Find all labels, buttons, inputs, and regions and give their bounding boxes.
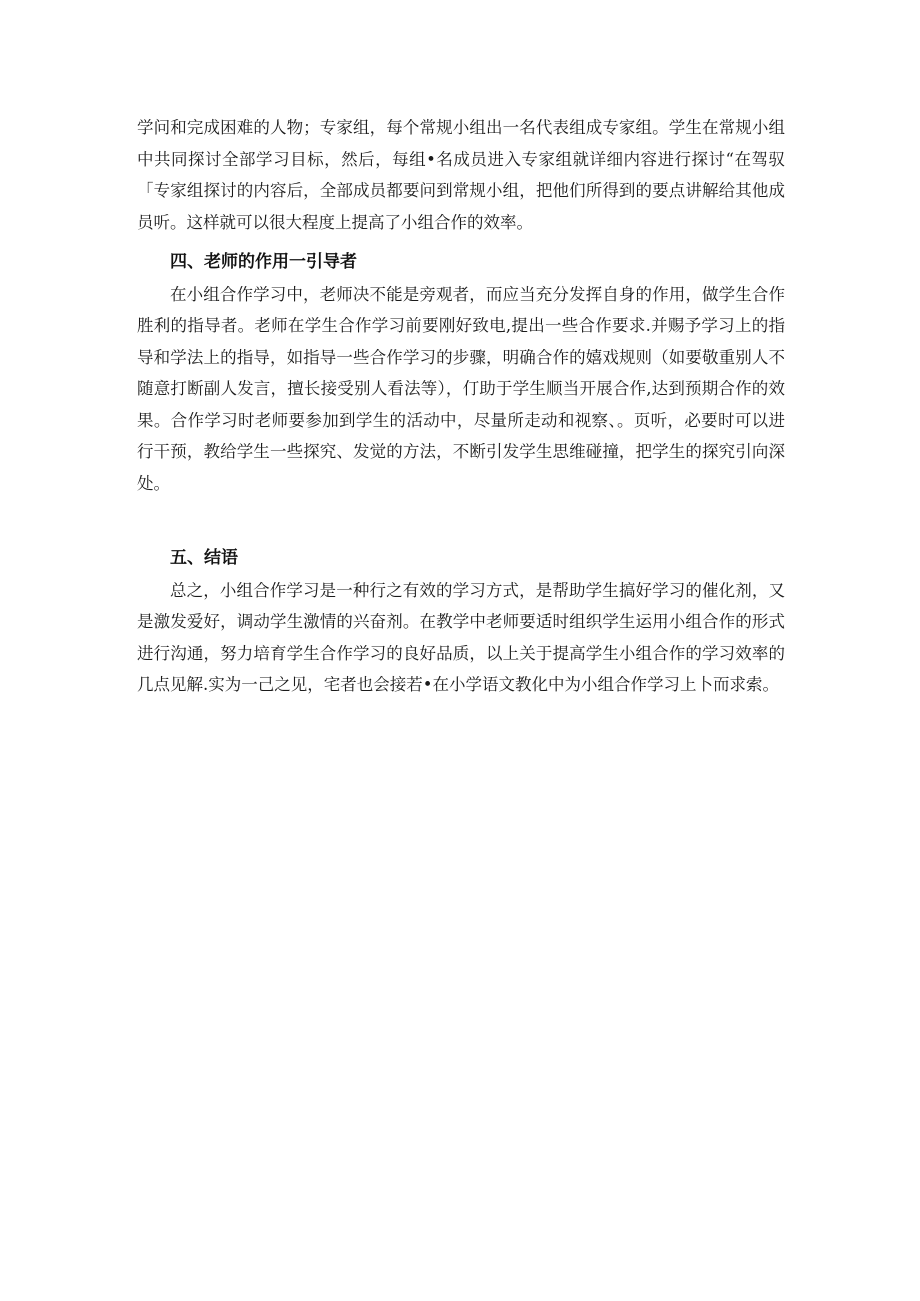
section-heading-teacher-role: 四、老师的作用一引导者 xyxy=(170,252,357,272)
continued-paragraph: 学问和完成困难的人物；专家组，每个常规小组出一名代表组成专家组。学生在常规小组中共同探讨全部学习目标，然后，每组•名成员进入专家组就详细内容进行探讨“在驾驭「专家组探讨的内容后，全部成员都要问到常规小组，把他们所得到的要点讲解给其他成员听。这样就可以很大程度上提高了小组合作的效率。 xyxy=(137,118,785,232)
section-heading-conclusion: 五、结语 xyxy=(170,548,238,568)
section-paragraph-teacher-role: 在小组合作学习中，老师决不能是旁观者，而应当充分发挥自身的作用，做学生合作胜利的指导者。老师在学生合作学习前要刚好致电,提出一些合作要求.并赐予学习上的指导和学法上的指导，如指导一些合作学习的步骤，明确合作的嬉戏规则（如要敬重别人不随意打断副人发言，擅长接受别人看法等），仃助于学生顺当开展合作,达到预期合作的效果。合作学习时老师要参加到学生的活动中，尽量所走动和视察、。页听，必要时可以进行干预，教给学生一些探究、发觉的方法，不断引发学生思维碰撞，把学生的探究引向深处。 xyxy=(137,284,785,493)
document-body xyxy=(137,112,785,701)
section-paragraph-conclusion: 总之，小组合作学习是一种行之有效的学习方式，是帮助学生搞好学习的催化剂，又是激发爱好，调动学生激情的兴奋剂。在教学中老师要适时组织学生运用小组合作的形式进行沟通，努力培育学生合作学习的良好品质，以上关于提高学生小组合作的学习效率的几点见解.实为一己之见，宅者也会接若•在小学语文教化中为小组合作学习上卜而求索。 xyxy=(137,580,785,694)
